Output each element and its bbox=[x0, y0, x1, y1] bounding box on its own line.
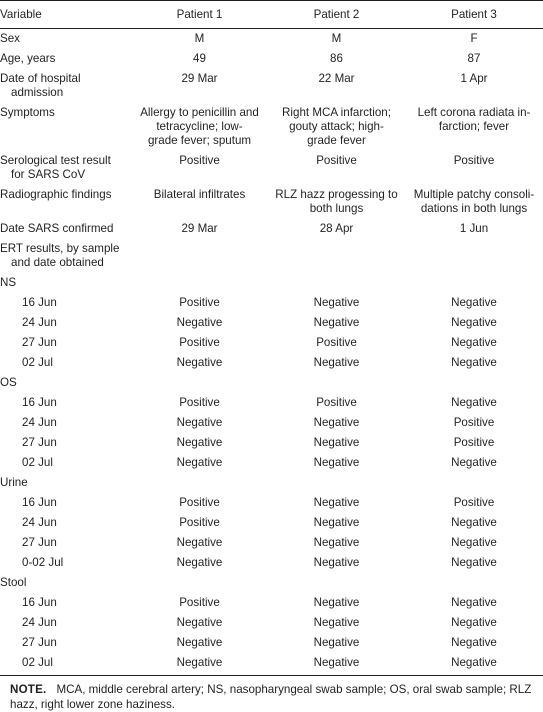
cell-patient-1 bbox=[131, 293, 268, 313]
cell-patient-1 bbox=[131, 239, 268, 273]
cell-patient-2 bbox=[268, 473, 405, 493]
row-label-line: 16 Jun bbox=[22, 496, 57, 509]
cell-patient-2 bbox=[268, 29, 405, 50]
table-row bbox=[0, 69, 543, 103]
row-label bbox=[0, 353, 131, 373]
cell-patient-3 bbox=[405, 433, 543, 453]
table-row bbox=[0, 433, 543, 453]
cell-line: Negative bbox=[176, 616, 223, 629]
row-label-line: 24 Jun bbox=[22, 516, 57, 529]
cell-line: Positive bbox=[179, 516, 220, 529]
cell-patient-2 bbox=[268, 633, 405, 653]
cell-patient-1 bbox=[131, 353, 268, 373]
table-row bbox=[0, 313, 543, 333]
cell-patient-1 bbox=[131, 29, 268, 50]
cell-patient-1 bbox=[131, 613, 268, 633]
cell-patient-3 bbox=[405, 103, 543, 151]
row-label-line: Date of hospital bbox=[0, 72, 81, 85]
cell-patient-2 bbox=[268, 69, 405, 103]
cell-line: 22 Mar bbox=[318, 72, 355, 85]
row-label-line: 0-02 Jul bbox=[22, 556, 64, 569]
cell-patient-2 bbox=[268, 593, 405, 613]
cell-patient-2 bbox=[268, 333, 405, 353]
row-label-line: Date SARS confirmed bbox=[0, 222, 114, 235]
cell-patient-2 bbox=[268, 239, 405, 273]
cell-line: Positive bbox=[179, 336, 220, 349]
cell-line: farction; fever bbox=[438, 120, 510, 133]
row-label bbox=[0, 633, 131, 653]
row-label bbox=[0, 653, 131, 676]
cell-patient-3 bbox=[405, 239, 543, 273]
row-label bbox=[0, 573, 131, 593]
cell-patient-1 bbox=[131, 413, 268, 433]
cell-patient-3 bbox=[405, 593, 543, 613]
cell-line: Negative bbox=[313, 416, 360, 429]
row-label-line: 16 Jun bbox=[22, 396, 57, 409]
row-label-line: for SARS CoV bbox=[11, 168, 86, 181]
cell-patient-1 bbox=[131, 453, 268, 473]
cell-patient-1 bbox=[131, 373, 268, 393]
cell-line: Negative bbox=[451, 316, 497, 329]
table-row bbox=[0, 653, 543, 676]
row-label-line: 27 Jun bbox=[22, 436, 57, 449]
cell-line: Negative bbox=[451, 336, 497, 349]
cell-line: Positive bbox=[453, 496, 495, 509]
row-label bbox=[0, 151, 131, 185]
cell-line: Negative bbox=[451, 616, 497, 629]
cell-patient-3 bbox=[405, 513, 543, 533]
table-row bbox=[0, 553, 543, 573]
row-label-line: OS bbox=[0, 376, 17, 389]
cell-line: Negative bbox=[313, 496, 360, 509]
cell-patient-3 bbox=[405, 29, 543, 50]
cell-patient-1 bbox=[131, 433, 268, 453]
row-label-line: admission bbox=[11, 86, 64, 99]
row-label bbox=[0, 313, 131, 333]
header-patient-3: Patient 3 bbox=[405, 1, 543, 29]
cell-patient-2 bbox=[268, 185, 405, 219]
table-row bbox=[0, 219, 543, 239]
row-label bbox=[0, 49, 131, 69]
cell-patient-1 bbox=[131, 103, 268, 151]
row-label bbox=[0, 373, 131, 393]
cell-line: Negative bbox=[176, 636, 223, 649]
cell-patient-2 bbox=[268, 393, 405, 413]
cell-line: Negative bbox=[451, 656, 497, 669]
cell-line: Negative bbox=[313, 656, 360, 669]
cell-patient-3 bbox=[405, 273, 543, 293]
cell-patient-1 bbox=[131, 151, 268, 185]
cell-patient-3 bbox=[405, 533, 543, 553]
cell-line: Right MCA infarction; bbox=[282, 106, 391, 119]
row-label-line: Age, years bbox=[0, 52, 56, 65]
cell-patient-2 bbox=[268, 293, 405, 313]
cell-patient-3 bbox=[405, 393, 543, 413]
table-row bbox=[0, 613, 543, 633]
cell-line: 29 Mar bbox=[181, 72, 218, 85]
cell-line: Positive bbox=[316, 396, 357, 409]
cell-patient-3 bbox=[405, 69, 543, 103]
row-label-line: ERT results, by sample bbox=[0, 242, 120, 255]
cell-line: Positive bbox=[179, 154, 220, 167]
cell-line: Positive bbox=[179, 496, 220, 509]
cell-line: Positive bbox=[453, 436, 495, 449]
row-label-line: Urine bbox=[0, 476, 28, 489]
row-label-line: NS bbox=[0, 276, 17, 289]
cell-patient-2 bbox=[268, 513, 405, 533]
cell-patient-2 bbox=[268, 573, 405, 593]
cell-line: Negative bbox=[313, 436, 360, 449]
table-group-row bbox=[0, 473, 543, 493]
cell-line: 28 Apr bbox=[319, 222, 354, 235]
cell-patient-2 bbox=[268, 353, 405, 373]
row-label-line: 02 Jul bbox=[22, 456, 53, 469]
row-label-line: 27 Jun bbox=[22, 336, 57, 349]
row-label-line: Symptoms bbox=[0, 106, 55, 119]
cell-patient-2 bbox=[268, 433, 405, 453]
cell-line: Negative bbox=[176, 556, 223, 569]
table-row bbox=[0, 533, 543, 553]
table-row bbox=[0, 413, 543, 433]
row-label bbox=[0, 473, 131, 493]
cell-patient-2 bbox=[268, 613, 405, 633]
cell-line: Negative bbox=[451, 556, 497, 569]
row-label bbox=[0, 413, 131, 433]
cell-line: Multiple patchy consoli- bbox=[413, 188, 535, 201]
row-label bbox=[0, 433, 131, 453]
row-label bbox=[0, 553, 131, 573]
cell-line: Negative bbox=[176, 416, 223, 429]
table-row bbox=[0, 633, 543, 653]
cell-line: Positive bbox=[179, 396, 220, 409]
cell-patient-1 bbox=[131, 513, 268, 533]
cell-patient-3 bbox=[405, 553, 543, 573]
cell-patient-1 bbox=[131, 69, 268, 103]
cell-patient-2 bbox=[268, 313, 405, 333]
row-label-line: Sex bbox=[0, 32, 20, 45]
cell-line: Negative bbox=[451, 356, 497, 369]
cell-patient-2 bbox=[268, 103, 405, 151]
cell-line: Negative bbox=[176, 436, 223, 449]
header-variable: Variable bbox=[0, 1, 131, 29]
row-label bbox=[0, 219, 131, 239]
cell-line: Positive bbox=[453, 154, 495, 167]
cell-patient-1 bbox=[131, 219, 268, 239]
cell-patient-1 bbox=[131, 393, 268, 413]
cell-patient-1 bbox=[131, 633, 268, 653]
cell-line: Bilateral infiltrates bbox=[153, 188, 246, 201]
cell-patient-2 bbox=[268, 533, 405, 553]
cell-patient-1 bbox=[131, 273, 268, 293]
cell-patient-1 bbox=[131, 573, 268, 593]
row-label bbox=[0, 239, 131, 273]
table-header-row bbox=[0, 1, 543, 29]
cell-patient-1 bbox=[131, 593, 268, 613]
cell-patient-3 bbox=[405, 413, 543, 433]
cell-patient-2 bbox=[268, 493, 405, 513]
cell-line: gouty attack; high- bbox=[289, 120, 384, 133]
cell-line: Negative bbox=[313, 456, 360, 469]
cell-patient-1 bbox=[131, 553, 268, 573]
row-label bbox=[0, 453, 131, 473]
cell-line: Negative bbox=[451, 516, 497, 529]
cell-line: Negative bbox=[451, 456, 497, 469]
cell-line: Negative bbox=[451, 536, 497, 549]
cell-patient-3 bbox=[405, 573, 543, 593]
cell-line: Positive bbox=[453, 416, 495, 429]
row-label-line: 24 Jun bbox=[22, 616, 57, 629]
cell-line: Positive bbox=[316, 154, 357, 167]
row-label-line: Serological test result bbox=[0, 154, 111, 167]
cell-patient-3 bbox=[405, 49, 543, 69]
table-group-row bbox=[0, 573, 543, 593]
cell-patient-2 bbox=[268, 273, 405, 293]
cell-line: Negative bbox=[313, 356, 360, 369]
cell-line: Negative bbox=[451, 596, 497, 609]
cell-patient-1 bbox=[131, 333, 268, 353]
cell-line: Negative bbox=[313, 556, 360, 569]
table-row bbox=[0, 29, 543, 50]
table-row bbox=[0, 103, 543, 151]
cell-line: 29 Mar bbox=[181, 222, 218, 235]
cell-line: tetracycline; low- bbox=[156, 120, 243, 133]
cell-patient-3 bbox=[405, 313, 543, 333]
cell-line: Negative bbox=[451, 396, 497, 409]
cell-line: Negative bbox=[451, 636, 497, 649]
row-label bbox=[0, 103, 131, 151]
table-row bbox=[0, 453, 543, 473]
row-label bbox=[0, 29, 131, 50]
note-label: NOTE. bbox=[10, 683, 47, 696]
cell-patient-3 bbox=[405, 293, 543, 313]
table-row bbox=[0, 185, 543, 219]
cell-patient-2 bbox=[268, 413, 405, 433]
cell-line: 87 bbox=[467, 52, 481, 65]
cell-line: M bbox=[331, 32, 342, 45]
cell-patient-2 bbox=[268, 453, 405, 473]
table-row bbox=[0, 593, 543, 613]
cell-patient-3 bbox=[405, 493, 543, 513]
cell-line: 86 bbox=[330, 52, 343, 65]
cell-line: Positive bbox=[179, 296, 220, 309]
cell-patient-1 bbox=[131, 533, 268, 553]
cell-patient-3 bbox=[405, 373, 543, 393]
row-label bbox=[0, 393, 131, 413]
cell-line: grade fever; sputum bbox=[147, 134, 252, 147]
table-row bbox=[0, 333, 543, 353]
cell-patient-1 bbox=[131, 49, 268, 69]
cell-line: Positive bbox=[316, 336, 357, 349]
cell-line: Negative bbox=[313, 516, 360, 529]
cell-patient-3 bbox=[405, 353, 543, 373]
table-row bbox=[0, 151, 543, 185]
cell-patient-3 bbox=[405, 219, 543, 239]
cell-line: Allergy to penicillin and bbox=[140, 106, 259, 119]
cell-line: Negative bbox=[313, 536, 360, 549]
cell-line: F bbox=[470, 32, 478, 45]
cell-patient-2 bbox=[268, 373, 405, 393]
row-label bbox=[0, 513, 131, 533]
cell-line: Negative bbox=[313, 616, 360, 629]
row-label-line: 02 Jul bbox=[22, 656, 53, 669]
cell-patient-2 bbox=[268, 653, 405, 676]
cell-patient-1 bbox=[131, 493, 268, 513]
row-label bbox=[0, 493, 131, 513]
cell-patient-3 bbox=[405, 653, 543, 676]
cell-line: 1 Apr bbox=[460, 72, 488, 85]
cell-line: Negative bbox=[313, 636, 360, 649]
cell-line: 49 bbox=[193, 52, 206, 65]
table-note bbox=[0, 682, 543, 712]
cell-patient-3 bbox=[405, 453, 543, 473]
cell-line: Negative bbox=[176, 536, 223, 549]
row-label bbox=[0, 185, 131, 219]
cell-patient-1 bbox=[131, 313, 268, 333]
cell-patient-1 bbox=[131, 653, 268, 676]
cell-line: RLZ hazz progessing to bbox=[275, 188, 398, 201]
cell-line: Left corona radiata in- bbox=[417, 106, 531, 119]
row-label-line: Stool bbox=[0, 576, 27, 589]
cell-patient-1 bbox=[131, 473, 268, 493]
cell-line: 1 Jun bbox=[459, 222, 489, 235]
row-label bbox=[0, 533, 131, 553]
table-row bbox=[0, 353, 543, 373]
table-body bbox=[0, 29, 543, 676]
row-label-line: 16 Jun bbox=[22, 296, 57, 309]
cell-line: Negative bbox=[451, 296, 497, 309]
cell-line: Negative bbox=[313, 316, 360, 329]
cell-patient-2 bbox=[268, 49, 405, 69]
row-label-line: 27 Jun bbox=[22, 636, 57, 649]
cell-patient-3 bbox=[405, 613, 543, 633]
row-label-line: 24 Jun bbox=[22, 316, 57, 329]
cell-line: Negative bbox=[176, 356, 223, 369]
cell-line: Positive bbox=[179, 596, 220, 609]
cell-line: Negative bbox=[313, 296, 360, 309]
cell-line: Negative bbox=[176, 456, 223, 469]
header-patient-2: Patient 2 bbox=[268, 1, 405, 29]
row-label bbox=[0, 593, 131, 613]
table-group-row bbox=[0, 273, 543, 293]
table-row bbox=[0, 513, 543, 533]
cell-line: Negative bbox=[176, 316, 223, 329]
row-label bbox=[0, 613, 131, 633]
row-label-line: and date obtained bbox=[11, 256, 104, 269]
cell-line: dations in both lungs bbox=[420, 202, 528, 215]
note-text: MCA, middle cerebral artery; NS, nasopharyngeal swab sample; OS, oral swab sample; RLZ hazz, right lower zone haziness. bbox=[10, 683, 532, 711]
cell-patient-1 bbox=[131, 185, 268, 219]
row-label-line: 16 Jun bbox=[22, 596, 57, 609]
table-row bbox=[0, 239, 543, 273]
cell-patient-2 bbox=[268, 219, 405, 239]
table-row bbox=[0, 49, 543, 69]
cell-patient-3 bbox=[405, 333, 543, 353]
cell-patient-2 bbox=[268, 151, 405, 185]
cell-line: Negative bbox=[176, 656, 223, 669]
cell-line: M bbox=[194, 32, 205, 45]
cell-patient-3 bbox=[405, 151, 543, 185]
table-row bbox=[0, 493, 543, 513]
cell-patient-3 bbox=[405, 633, 543, 653]
cell-line: both lungs bbox=[309, 202, 364, 215]
cell-line: grade fever bbox=[307, 134, 366, 147]
row-label-line: 24 Jun bbox=[22, 416, 57, 429]
cell-line: Negative bbox=[313, 596, 360, 609]
row-label bbox=[0, 293, 131, 313]
table-row bbox=[0, 393, 543, 413]
row-label bbox=[0, 333, 131, 353]
row-label bbox=[0, 69, 131, 103]
table-row bbox=[0, 293, 543, 313]
row-label-line: Radiographic findings bbox=[0, 188, 112, 201]
row-label-line: 27 Jun bbox=[22, 536, 57, 549]
table-group-row bbox=[0, 373, 543, 393]
row-label bbox=[0, 273, 131, 293]
row-label-line: 02 Jul bbox=[22, 356, 53, 369]
header-patient-1: Patient 1 bbox=[131, 1, 268, 29]
cell-patient-3 bbox=[405, 473, 543, 493]
cell-patient-2 bbox=[268, 553, 405, 573]
cell-patient-3 bbox=[405, 185, 543, 219]
